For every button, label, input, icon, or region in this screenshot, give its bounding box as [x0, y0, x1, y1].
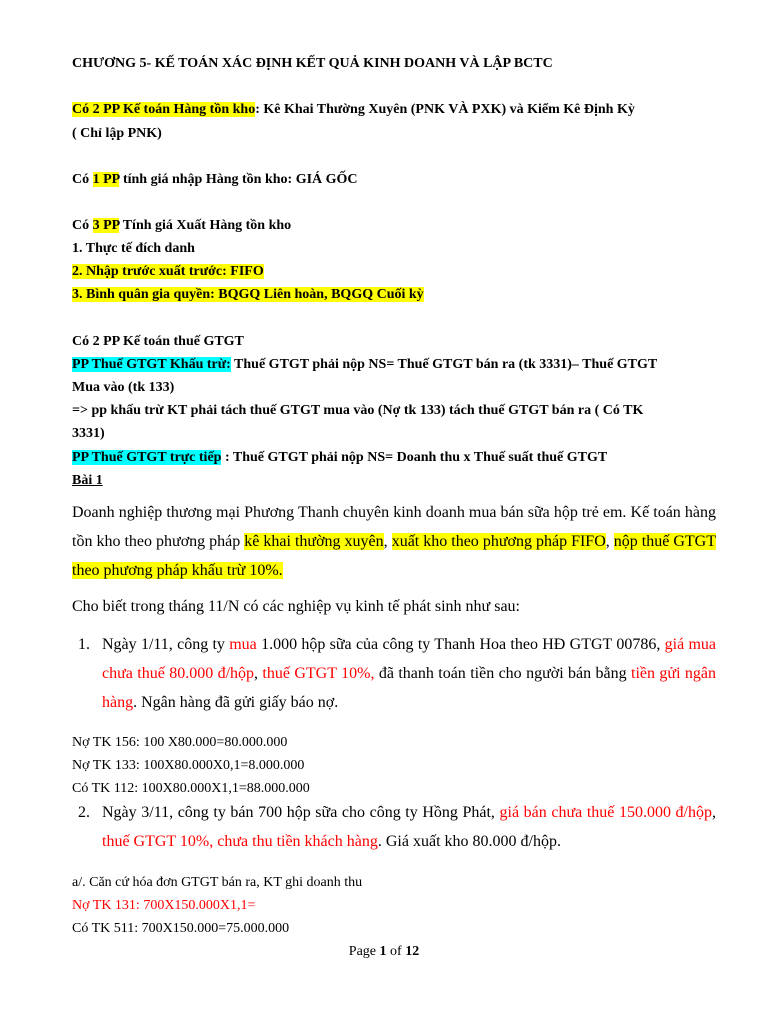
vat-deduct-label: PP Thuế GTGT Khấu trừ:	[72, 357, 231, 372]
vat-note-line: => pp khấu trừ KT phải tách thuế GTGT mua vào (Nợ tk 133) tách thuế GTGT bán ra ( Có TK	[72, 403, 644, 418]
issue-pricing-highlight: 3 PP	[92, 218, 120, 233]
valuation-pre: Có	[72, 172, 93, 187]
transaction-number-1: 1.	[78, 636, 90, 653]
inventory-methods-highlight: Có 2 PP Kế toán Hàng tồn kho	[72, 102, 256, 117]
journal-entry-line: Nợ TK 133: 100X80.000X0,1=8.000.000	[72, 758, 305, 773]
journal-entry-line: Có TK 112: 100X80.000X1,1=88.000.000	[72, 781, 310, 796]
item2-text-1: Ngày 3/11, công ty bán 700 hộp sữa cho công ty Hồng Phát,	[102, 804, 500, 821]
vat-direct-label: PP Thuế GTGT trực tiếp	[72, 450, 222, 465]
vat-deduct-line	[72, 353, 657, 376]
journal-entry-line: Có TK 511: 700X150.000=75.000.000	[72, 921, 290, 936]
valuation-line	[72, 168, 358, 191]
issue-pricing-post: Tính giá Xuất Hàng tồn kho	[119, 218, 292, 233]
transaction-item-2	[78, 798, 716, 856]
exercise-intro	[72, 498, 716, 585]
valuation-highlight: 1 PP	[92, 172, 120, 187]
vat-deduct-line2: Mua vào (tk 133)	[72, 380, 175, 395]
footer-page-total: 12	[405, 944, 420, 959]
issue-pricing-item-1: 1. Thực tế đích danh	[72, 241, 195, 256]
journal-entry-line: Nợ TK 156: 100 X80.000=80.000.000	[72, 735, 288, 750]
item1-red-1: mua	[229, 636, 257, 653]
issue-pricing-item-3	[72, 283, 424, 306]
issue-pricing-pre: Có	[72, 218, 93, 233]
exercise-given: Cho biết trong tháng 11/N có các nghiệp vụ kinh tế phát sinh như sau:	[72, 598, 520, 615]
item1-text-3: ,	[254, 665, 263, 682]
item2-red-2: thuế GTGT 10%, chưa thu tiền khách hàng	[102, 833, 378, 850]
journal-intro-line: a/. Căn cứ hóa đơn GTGT bán ra, KT ghi doanh thu	[72, 875, 363, 890]
issue-pricing-heading	[72, 214, 291, 237]
inventory-methods-text: : Kê Khai Thường Xuyên (PNK VÀ PXK) và Kiểm Kê Định Kỳ	[255, 102, 635, 117]
item2-text-3: . Giá xuất kho 80.000 đ/hộp.	[377, 833, 561, 850]
issue-pricing-item-2	[72, 260, 264, 283]
item1-red-3: thuế GTGT 10%,	[262, 665, 375, 682]
item1-text-1: Ngày 1/11, công ty	[102, 636, 230, 653]
issue-pricing-item-2-text: 2. Nhập trước xuất trước: FIFO	[72, 264, 264, 279]
page-footer	[0, 940, 768, 963]
item1-red-4: tiền gửi ngân hàng	[102, 665, 717, 711]
footer-page-word: Page	[348, 944, 380, 959]
item2-red-1: giá bán chưa thuế 150.000 đ/hộp	[499, 804, 712, 821]
intro-text-3: ,	[605, 533, 614, 550]
vat-heading: Có 2 PP Kế toán thuế GTGT	[72, 334, 244, 349]
intro-text-2: ,	[383, 533, 392, 550]
item1-text-4: đã thanh toán tiền cho người bán bằng	[374, 665, 632, 682]
item1-text-2: 1.000 hộp sữa của công ty Thanh Hoa theo HĐ GTGT 00786,	[256, 636, 665, 653]
inventory-methods-line2: ( Chỉ lập PNK)	[72, 126, 162, 141]
vat-direct-text: : Thuế GTGT phải nộp NS= Doanh thu x Thuế suất thuế GTGT	[221, 450, 608, 465]
item2-text-2: ,	[712, 804, 716, 821]
page-title: CHƯƠNG 5- KẾ TOÁN XÁC ĐỊNH KẾT QUẢ KINH DOANH VÀ LẬP BCTC	[72, 56, 553, 71]
item1-text-5: . Ngân hàng đã gửi giấy báo nợ.	[133, 694, 339, 711]
intro-highlight-1: kê khai thường xuyên	[244, 533, 384, 550]
footer-of-word: of	[386, 944, 406, 959]
vat-note-line2: 3331)	[72, 426, 105, 441]
issue-pricing-item-3-text: 3. Bình quân gia quyền: BQGQ Liên hoàn, BQGQ Cuối kỳ	[72, 287, 424, 302]
intro-highlight-3: nộp thuế GTGT theo phương pháp khấu trừ 10%.	[72, 533, 717, 579]
item1-red-2: giá mua chưa thuế 80.000 đ/hộp	[102, 636, 717, 682]
exercise-label: Bài 1	[72, 473, 103, 488]
intro-highlight-2: xuất kho theo phương pháp FIFO	[391, 533, 606, 550]
vat-direct-line	[72, 446, 607, 469]
inventory-methods-line	[72, 98, 635, 121]
vat-deduct-text: Thuế GTGT phải nộp NS= Thuế GTGT bán ra (tk 3331)– Thuế GTGT	[230, 357, 658, 372]
footer-page-number: 1	[379, 944, 387, 959]
transaction-item-1	[78, 630, 717, 717]
transaction-number-2: 2.	[78, 804, 90, 821]
journal-entry-line-red: Nợ TK 131: 700X150.000X1,1=	[72, 898, 256, 913]
valuation-post: tính giá nhập Hàng tồn kho: GIÁ GỐC	[119, 172, 358, 187]
intro-text-1: Doanh nghiệp thương mại Phương Thanh chuyên kinh doanh mua bán sữa hộp trẻ em. Kế toán hàng tồn kho theo phương pháp	[72, 504, 716, 550]
